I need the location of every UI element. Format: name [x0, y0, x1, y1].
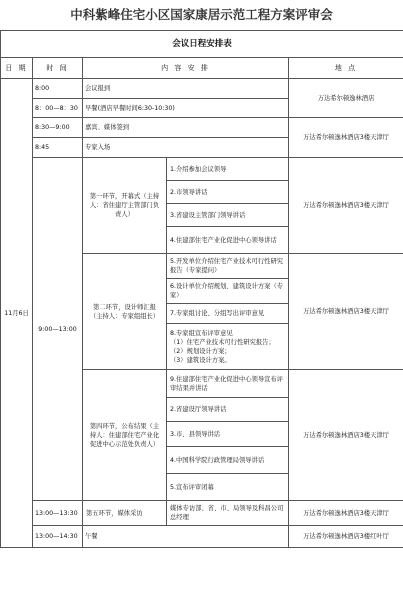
- segment-label: 第二环节，设计师汇报（主持人：专家组组长）: [83, 254, 167, 370]
- table-subtitle: 会议日程安排表: [1, 31, 403, 58]
- segment-label: 第一环节，开幕式（主持人：省住建厅主管部门负责人）: [83, 158, 167, 254]
- date-cell: 11月6日: [1, 79, 33, 548]
- agenda-item: 3.市、县领导讲话: [167, 422, 289, 447]
- time-cell: 8:00: [33, 79, 83, 99]
- content-cell: 专家入场: [83, 138, 289, 158]
- place-cell: 万达希尔顿逸林酒店: [289, 79, 403, 118]
- agenda-item: 2.省建设厅领导讲话: [167, 398, 289, 422]
- time-cell: 9:00—13:00: [33, 158, 83, 501]
- content-cell: 会议报到: [83, 79, 289, 99]
- content-cell: 早餐(酒店早餐时间6:30-10:30): [83, 99, 289, 118]
- header-time: 时 间: [33, 58, 83, 79]
- agenda-item: 9.住建部住宅产业化促进中心领导宣布评审结果并讲话: [167, 370, 289, 398]
- place-cell: 万达希尔顿逸林酒店3楼红叶厅: [289, 526, 403, 548]
- header-date: 日 期: [1, 58, 33, 79]
- time-cell: 13:00—13:30: [33, 501, 83, 526]
- time-cell: 8：00—8：30: [33, 99, 83, 118]
- segment-label: 第四环节，公布结果（主持人：住建部住宅产业化促进中心示范处负责人）: [83, 370, 167, 501]
- agenda-item: 媒体专访部、省、市、局领导及科昌公司总经理: [167, 501, 289, 526]
- place-cell: 万达希尔顿逸林酒店3楼天津厅: [289, 501, 403, 526]
- header-content: 内 容 安 排: [83, 58, 289, 79]
- agenda-item: 1.介绍参加会议领导: [167, 158, 289, 181]
- agenda-item: 2.市领导讲话: [167, 181, 289, 204]
- agenda-item: 6.设计单位介绍规划、建筑设计方案（专家）: [167, 279, 289, 304]
- content-cell: 午餐: [83, 526, 289, 548]
- time-cell: 8:30—9:00: [33, 118, 83, 138]
- place-cell: 万达希尔顿逸林酒店3楼天津厅: [289, 370, 403, 501]
- agenda-item: 4.住建部住宅产业化促进中心领导讲话: [167, 227, 289, 254]
- segment-label: 第五环节，媒体采访: [83, 501, 167, 526]
- agenda-item: 7.专家组讨论、分组写出评审意见: [167, 304, 289, 324]
- agenda-item: 4.中国科学院行政管理局领导讲话: [167, 447, 289, 474]
- agenda-item: 5.宣布评审闭幕: [167, 474, 289, 501]
- content-cell: 嘉宾、媒体签到: [83, 118, 289, 138]
- header-place: 地 点: [289, 58, 403, 79]
- place-cell: 万达希尔顿逸林酒店3楼天津厅: [289, 254, 403, 370]
- agenda-item: 8.专家组宣布评审意见 （1）住宅产业技术可行性研究报告； （2）规划设计方案； （3）建筑设计方案。: [167, 324, 289, 370]
- place-cell: 万达希尔顿逸林酒店3楼天津厅: [289, 118, 403, 158]
- time-cell: 8:45: [33, 138, 83, 158]
- time-cell: 13:00—14:30: [33, 526, 83, 548]
- agenda-item: 3.省建设主管部门领导讲话: [167, 204, 289, 227]
- page-title: 中科紫峰住宅小区国家康居示范工程方案评审会: [70, 7, 333, 22]
- agenda-item: 5.开发单位介绍住宅产业技术可行性研究报告（专家提问）: [167, 254, 289, 279]
- schedule-table: [0, 30, 403, 548]
- place-cell: 万达希尔顿逸林酒店3楼天津厅: [289, 158, 403, 254]
